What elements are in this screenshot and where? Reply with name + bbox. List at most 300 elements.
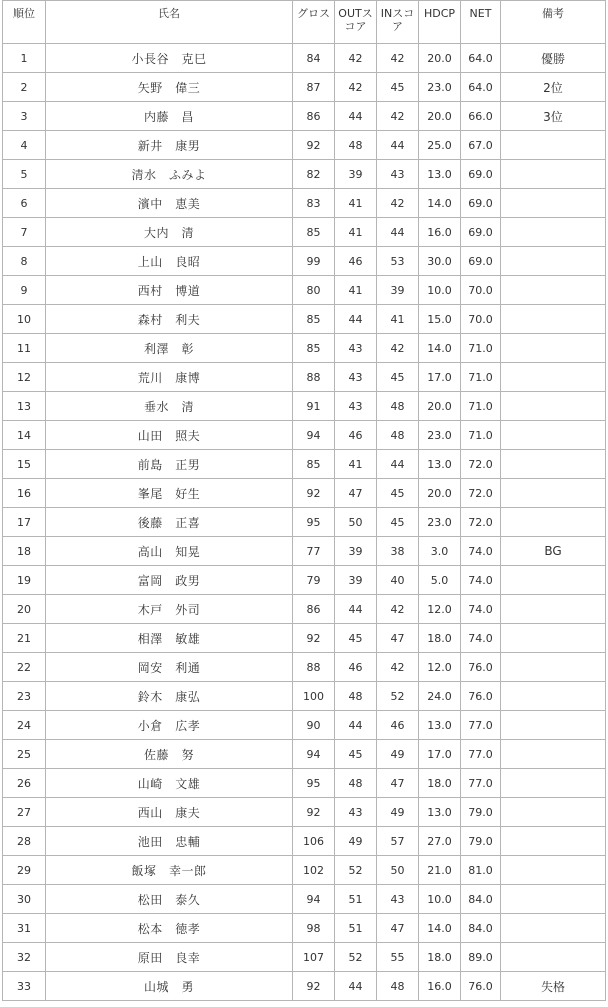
cell-note <box>501 247 606 276</box>
cell-in-score: 41 <box>377 305 419 334</box>
table-row <box>3 392 606 421</box>
cell-in-score: 38 <box>377 537 419 566</box>
cell-name: 清水 ふみよ <box>46 160 293 189</box>
cell-rank: 22 <box>3 653 46 682</box>
cell-note <box>501 769 606 798</box>
cell-name: 佐藤 努 <box>46 740 293 769</box>
cell-out-score: 44 <box>335 972 377 1001</box>
cell-gross: 87 <box>293 73 335 102</box>
cell-out-score: 41 <box>335 450 377 479</box>
cell-note <box>501 566 606 595</box>
cell-name: 鈴木 康弘 <box>46 682 293 711</box>
cell-net: 79.0 <box>461 827 501 856</box>
cell-name: 利澤 彰 <box>46 334 293 363</box>
cell-rank: 13 <box>3 392 46 421</box>
header-gross: グロス <box>293 1 335 44</box>
cell-net: 69.0 <box>461 189 501 218</box>
cell-rank: 25 <box>3 740 46 769</box>
cell-name: 池田 忠輔 <box>46 827 293 856</box>
cell-in-score: 45 <box>377 479 419 508</box>
table-row <box>3 363 606 392</box>
cell-name: 原田 良幸 <box>46 943 293 972</box>
cell-net: 71.0 <box>461 334 501 363</box>
cell-out-score: 44 <box>335 711 377 740</box>
cell-name: 飯塚 幸一郎 <box>46 856 293 885</box>
cell-in-score: 47 <box>377 914 419 943</box>
cell-in-score: 49 <box>377 798 419 827</box>
cell-in-score: 42 <box>377 189 419 218</box>
cell-gross: 91 <box>293 392 335 421</box>
cell-in-score: 47 <box>377 769 419 798</box>
cell-rank: 32 <box>3 943 46 972</box>
cell-hdcp: 10.0 <box>419 276 461 305</box>
cell-rank: 8 <box>3 247 46 276</box>
cell-gross: 92 <box>293 798 335 827</box>
cell-gross: 85 <box>293 450 335 479</box>
cell-hdcp: 13.0 <box>419 160 461 189</box>
cell-in-score: 43 <box>377 160 419 189</box>
cell-rank: 5 <box>3 160 46 189</box>
cell-note <box>501 421 606 450</box>
cell-note <box>501 827 606 856</box>
cell-net: 79.0 <box>461 798 501 827</box>
cell-note: 失格 <box>501 972 606 1001</box>
cell-out-score: 43 <box>335 334 377 363</box>
cell-out-score: 44 <box>335 305 377 334</box>
cell-hdcp: 30.0 <box>419 247 461 276</box>
cell-note <box>501 943 606 972</box>
cell-name: 内藤 昌 <box>46 102 293 131</box>
cell-hdcp: 23.0 <box>419 508 461 537</box>
cell-rank: 27 <box>3 798 46 827</box>
header-out-score: OUTスコア <box>335 1 377 44</box>
cell-gross: 92 <box>293 479 335 508</box>
cell-hdcp: 25.0 <box>419 131 461 160</box>
table-row <box>3 73 606 102</box>
cell-name: 松本 徳孝 <box>46 914 293 943</box>
cell-note <box>501 189 606 218</box>
cell-in-score: 42 <box>377 653 419 682</box>
cell-note <box>501 508 606 537</box>
cell-hdcp: 21.0 <box>419 856 461 885</box>
cell-rank: 15 <box>3 450 46 479</box>
cell-rank: 23 <box>3 682 46 711</box>
cell-net: 72.0 <box>461 508 501 537</box>
cell-name: 後藤 正喜 <box>46 508 293 537</box>
cell-gross: 88 <box>293 653 335 682</box>
results-table-container <box>2 0 608 1001</box>
cell-net: 74.0 <box>461 537 501 566</box>
cell-hdcp: 16.0 <box>419 218 461 247</box>
table-row <box>3 914 606 943</box>
cell-in-score: 45 <box>377 73 419 102</box>
header-in-score: INスコア <box>377 1 419 44</box>
cell-hdcp: 23.0 <box>419 73 461 102</box>
cell-out-score: 46 <box>335 653 377 682</box>
cell-net: 76.0 <box>461 682 501 711</box>
cell-in-score: 42 <box>377 334 419 363</box>
cell-out-score: 41 <box>335 276 377 305</box>
cell-name: 荒川 康博 <box>46 363 293 392</box>
table-row <box>3 740 606 769</box>
table-row <box>3 827 606 856</box>
cell-rank: 7 <box>3 218 46 247</box>
table-row <box>3 479 606 508</box>
cell-out-score: 42 <box>335 44 377 73</box>
cell-out-score: 48 <box>335 682 377 711</box>
cell-in-score: 40 <box>377 566 419 595</box>
cell-note <box>501 682 606 711</box>
cell-name: 山城 勇 <box>46 972 293 1001</box>
cell-net: 71.0 <box>461 363 501 392</box>
cell-net: 76.0 <box>461 972 501 1001</box>
cell-rank: 14 <box>3 421 46 450</box>
cell-out-score: 39 <box>335 537 377 566</box>
cell-in-score: 42 <box>377 44 419 73</box>
cell-hdcp: 5.0 <box>419 566 461 595</box>
cell-in-score: 50 <box>377 856 419 885</box>
table-row <box>3 566 606 595</box>
cell-rank: 18 <box>3 537 46 566</box>
cell-out-score: 42 <box>335 73 377 102</box>
cell-name: 矢野 偉三 <box>46 73 293 102</box>
cell-note <box>501 711 606 740</box>
cell-gross: 82 <box>293 160 335 189</box>
cell-name: 岡安 利通 <box>46 653 293 682</box>
cell-out-score: 45 <box>335 740 377 769</box>
cell-name: 山崎 文雄 <box>46 769 293 798</box>
table-row <box>3 972 606 1001</box>
table-row <box>3 102 606 131</box>
cell-out-score: 44 <box>335 595 377 624</box>
cell-rank: 11 <box>3 334 46 363</box>
table-row <box>3 450 606 479</box>
cell-in-score: 55 <box>377 943 419 972</box>
header-note: 備考 <box>501 1 606 44</box>
cell-hdcp: 12.0 <box>419 653 461 682</box>
cell-out-score: 39 <box>335 160 377 189</box>
cell-gross: 85 <box>293 305 335 334</box>
cell-out-score: 50 <box>335 508 377 537</box>
cell-name: 木戸 外司 <box>46 595 293 624</box>
cell-out-score: 51 <box>335 914 377 943</box>
cell-out-score: 44 <box>335 102 377 131</box>
cell-net: 71.0 <box>461 392 501 421</box>
cell-rank: 33 <box>3 972 46 1001</box>
cell-rank: 9 <box>3 276 46 305</box>
cell-in-score: 46 <box>377 711 419 740</box>
cell-hdcp: 20.0 <box>419 392 461 421</box>
table-row <box>3 798 606 827</box>
cell-name: 新井 康男 <box>46 131 293 160</box>
cell-gross: 94 <box>293 740 335 769</box>
table-row <box>3 885 606 914</box>
cell-gross: 99 <box>293 247 335 276</box>
cell-hdcp: 13.0 <box>419 798 461 827</box>
cell-hdcp: 13.0 <box>419 450 461 479</box>
cell-out-score: 41 <box>335 218 377 247</box>
cell-hdcp: 14.0 <box>419 334 461 363</box>
header-row <box>3 1 606 44</box>
cell-note <box>501 276 606 305</box>
cell-in-score: 45 <box>377 508 419 537</box>
table-row <box>3 856 606 885</box>
table-row <box>3 624 606 653</box>
cell-out-score: 51 <box>335 885 377 914</box>
table-row <box>3 44 606 73</box>
header-net: NET <box>461 1 501 44</box>
table-row <box>3 769 606 798</box>
cell-note: BG <box>501 537 606 566</box>
cell-out-score: 52 <box>335 943 377 972</box>
table-row <box>3 218 606 247</box>
cell-in-score: 53 <box>377 247 419 276</box>
cell-net: 69.0 <box>461 247 501 276</box>
cell-hdcp: 12.0 <box>419 595 461 624</box>
cell-rank: 6 <box>3 189 46 218</box>
header-hdcp: HDCP <box>419 1 461 44</box>
cell-hdcp: 20.0 <box>419 102 461 131</box>
cell-in-score: 48 <box>377 972 419 1001</box>
table-row <box>3 131 606 160</box>
cell-name: 上山 良昭 <box>46 247 293 276</box>
cell-net: 70.0 <box>461 276 501 305</box>
cell-in-score: 47 <box>377 624 419 653</box>
cell-out-score: 39 <box>335 566 377 595</box>
cell-gross: 90 <box>293 711 335 740</box>
cell-net: 81.0 <box>461 856 501 885</box>
cell-hdcp: 15.0 <box>419 305 461 334</box>
cell-out-score: 43 <box>335 392 377 421</box>
cell-note <box>501 595 606 624</box>
cell-rank: 30 <box>3 885 46 914</box>
cell-net: 74.0 <box>461 566 501 595</box>
table-row <box>3 595 606 624</box>
cell-net: 64.0 <box>461 44 501 73</box>
cell-in-score: 48 <box>377 421 419 450</box>
cell-net: 84.0 <box>461 885 501 914</box>
cell-rank: 12 <box>3 363 46 392</box>
cell-note <box>501 392 606 421</box>
cell-hdcp: 18.0 <box>419 943 461 972</box>
table-row <box>3 247 606 276</box>
cell-note <box>501 479 606 508</box>
cell-out-score: 48 <box>335 769 377 798</box>
cell-net: 76.0 <box>461 653 501 682</box>
cell-gross: 92 <box>293 131 335 160</box>
cell-out-score: 46 <box>335 421 377 450</box>
cell-gross: 92 <box>293 972 335 1001</box>
cell-gross: 79 <box>293 566 335 595</box>
table-row <box>3 537 606 566</box>
cell-rank: 16 <box>3 479 46 508</box>
cell-gross: 85 <box>293 218 335 247</box>
results-body <box>3 44 606 1001</box>
cell-name: 高山 知晃 <box>46 537 293 566</box>
cell-hdcp: 18.0 <box>419 624 461 653</box>
header-rank: 順位 <box>3 1 46 44</box>
cell-note <box>501 653 606 682</box>
cell-hdcp: 3.0 <box>419 537 461 566</box>
cell-name: 松田 泰久 <box>46 885 293 914</box>
table-row <box>3 276 606 305</box>
cell-rank: 1 <box>3 44 46 73</box>
table-row <box>3 189 606 218</box>
cell-name: 山田 照夫 <box>46 421 293 450</box>
cell-rank: 29 <box>3 856 46 885</box>
cell-gross: 94 <box>293 421 335 450</box>
cell-rank: 24 <box>3 711 46 740</box>
cell-in-score: 42 <box>377 595 419 624</box>
cell-hdcp: 13.0 <box>419 711 461 740</box>
header-name: 氏名 <box>46 1 293 44</box>
cell-note <box>501 131 606 160</box>
cell-out-score: 43 <box>335 363 377 392</box>
cell-net: 77.0 <box>461 711 501 740</box>
cell-note <box>501 856 606 885</box>
cell-in-score: 44 <box>377 218 419 247</box>
cell-gross: 107 <box>293 943 335 972</box>
table-row <box>3 711 606 740</box>
cell-out-score: 47 <box>335 479 377 508</box>
cell-note <box>501 450 606 479</box>
cell-net: 69.0 <box>461 218 501 247</box>
cell-rank: 28 <box>3 827 46 856</box>
cell-rank: 20 <box>3 595 46 624</box>
cell-note <box>501 218 606 247</box>
cell-net: 67.0 <box>461 131 501 160</box>
cell-out-score: 41 <box>335 189 377 218</box>
cell-hdcp: 27.0 <box>419 827 461 856</box>
cell-in-score: 52 <box>377 682 419 711</box>
cell-gross: 85 <box>293 334 335 363</box>
cell-rank: 17 <box>3 508 46 537</box>
cell-note <box>501 160 606 189</box>
table-row <box>3 160 606 189</box>
cell-gross: 83 <box>293 189 335 218</box>
cell-note <box>501 334 606 363</box>
cell-in-score: 45 <box>377 363 419 392</box>
cell-net: 74.0 <box>461 595 501 624</box>
cell-net: 72.0 <box>461 479 501 508</box>
cell-hdcp: 10.0 <box>419 885 461 914</box>
cell-rank: 2 <box>3 73 46 102</box>
cell-rank: 26 <box>3 769 46 798</box>
cell-gross: 98 <box>293 914 335 943</box>
table-row <box>3 653 606 682</box>
cell-name: 富岡 政男 <box>46 566 293 595</box>
table-row <box>3 421 606 450</box>
cell-in-score: 44 <box>377 450 419 479</box>
cell-name: 西村 博道 <box>46 276 293 305</box>
cell-hdcp: 16.0 <box>419 972 461 1001</box>
cell-rank: 10 <box>3 305 46 334</box>
cell-out-score: 48 <box>335 131 377 160</box>
cell-in-score: 49 <box>377 740 419 769</box>
cell-hdcp: 17.0 <box>419 363 461 392</box>
cell-name: 前島 正男 <box>46 450 293 479</box>
cell-note <box>501 885 606 914</box>
cell-hdcp: 23.0 <box>419 421 461 450</box>
cell-name: 小倉 広孝 <box>46 711 293 740</box>
cell-hdcp: 14.0 <box>419 914 461 943</box>
cell-net: 70.0 <box>461 305 501 334</box>
cell-name: 大内 清 <box>46 218 293 247</box>
cell-net: 74.0 <box>461 624 501 653</box>
cell-net: 89.0 <box>461 943 501 972</box>
cell-gross: 86 <box>293 102 335 131</box>
table-row <box>3 508 606 537</box>
cell-in-score: 48 <box>377 392 419 421</box>
cell-gross: 86 <box>293 595 335 624</box>
cell-note <box>501 624 606 653</box>
cell-net: 84.0 <box>461 914 501 943</box>
cell-hdcp: 17.0 <box>419 740 461 769</box>
cell-name: 森村 利夫 <box>46 305 293 334</box>
cell-hdcp: 20.0 <box>419 44 461 73</box>
cell-in-score: 44 <box>377 131 419 160</box>
cell-hdcp: 14.0 <box>419 189 461 218</box>
cell-name: 相澤 敏雄 <box>46 624 293 653</box>
cell-note: 2位 <box>501 73 606 102</box>
cell-net: 77.0 <box>461 740 501 769</box>
cell-out-score: 46 <box>335 247 377 276</box>
cell-gross: 77 <box>293 537 335 566</box>
cell-rank: 4 <box>3 131 46 160</box>
cell-name: 西山 康夫 <box>46 798 293 827</box>
cell-gross: 95 <box>293 508 335 537</box>
cell-out-score: 49 <box>335 827 377 856</box>
table-row <box>3 305 606 334</box>
cell-net: 66.0 <box>461 102 501 131</box>
cell-in-score: 43 <box>377 885 419 914</box>
cell-in-score: 57 <box>377 827 419 856</box>
table-row <box>3 943 606 972</box>
cell-note: 3位 <box>501 102 606 131</box>
cell-note <box>501 740 606 769</box>
cell-rank: 21 <box>3 624 46 653</box>
cell-net: 69.0 <box>461 160 501 189</box>
cell-net: 72.0 <box>461 450 501 479</box>
cell-rank: 3 <box>3 102 46 131</box>
cell-name: 垂水 清 <box>46 392 293 421</box>
cell-net: 77.0 <box>461 769 501 798</box>
cell-in-score: 39 <box>377 276 419 305</box>
cell-gross: 94 <box>293 885 335 914</box>
cell-note <box>501 914 606 943</box>
cell-note <box>501 798 606 827</box>
cell-hdcp: 18.0 <box>419 769 461 798</box>
cell-rank: 19 <box>3 566 46 595</box>
cell-out-score: 52 <box>335 856 377 885</box>
cell-gross: 92 <box>293 624 335 653</box>
cell-gross: 102 <box>293 856 335 885</box>
cell-gross: 106 <box>293 827 335 856</box>
cell-hdcp: 24.0 <box>419 682 461 711</box>
cell-in-score: 42 <box>377 102 419 131</box>
cell-name: 小長谷 克巳 <box>46 44 293 73</box>
cell-gross: 80 <box>293 276 335 305</box>
cell-out-score: 43 <box>335 798 377 827</box>
cell-note: 優勝 <box>501 44 606 73</box>
table-row <box>3 682 606 711</box>
cell-gross: 84 <box>293 44 335 73</box>
results-table <box>2 0 606 1001</box>
cell-net: 71.0 <box>461 421 501 450</box>
cell-name: 濱中 恵美 <box>46 189 293 218</box>
cell-note <box>501 363 606 392</box>
cell-net: 64.0 <box>461 73 501 102</box>
